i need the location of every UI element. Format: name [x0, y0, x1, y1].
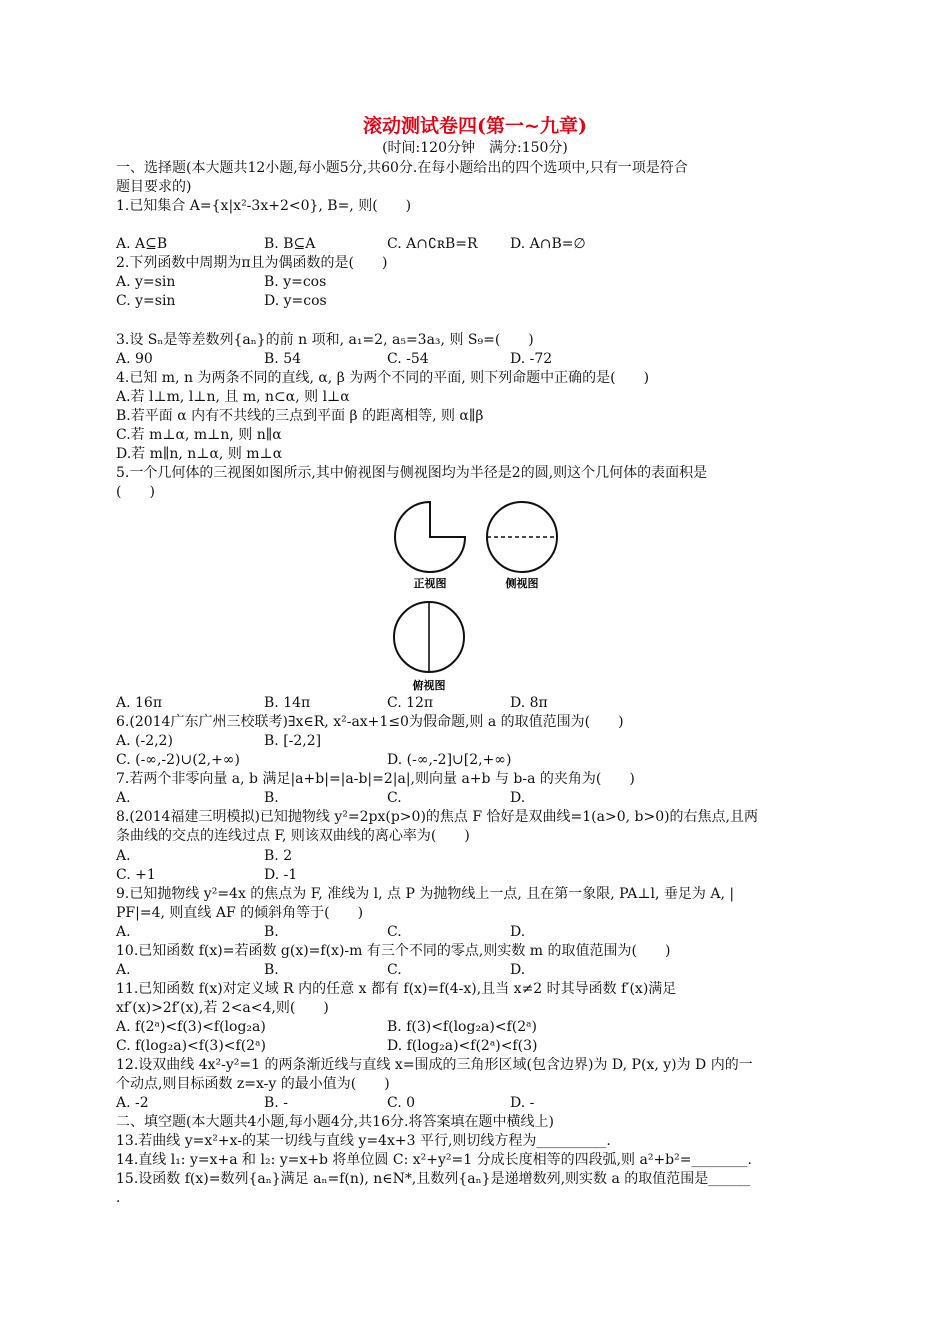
question-11: 11.已知函数 f(x)对定义域 R 内的任意 x 都有 f(x)=f(4-x),且当 x≠2 时其导函数 f′(x)满足: [116, 981, 677, 997]
question-14: 14.直线 l₁: y=x+a 和 l₂: y=x+b 将单位圆 C: x²+y²=1 分成长度相等的四段弧,则 a²+b²=________.: [116, 1152, 752, 1168]
q6-option-b: B. [-2,2]: [264, 733, 322, 749]
q12-option-d: D. -: [510, 1095, 535, 1111]
q1-option-d: D. A∩B=∅: [510, 236, 586, 252]
q3-option-c: C. -54: [387, 351, 429, 367]
front-view-shape: [395, 502, 465, 572]
q3-option-a: A. 90: [116, 351, 153, 367]
question-3: 3.设 Sₙ是等差数列{aₙ}的前 n 项和, a₁=2, a₅=3a₃, 则 S₉=( ): [116, 332, 534, 348]
q9-option-a: A.: [116, 924, 131, 940]
q3-option-d: D. -72: [510, 351, 553, 367]
q6-option-c: C. (-∞,-2)∪(2,+∞): [116, 752, 240, 768]
side-view-label: 侧视图: [505, 577, 539, 590]
q2-option-c: C. y=sin: [116, 293, 176, 309]
question-7: 7.若两个非零向量 a, b 满足|a+b|=|a-b|=2|a|,则向量 a+b 与 b-a 的夹角为( ): [116, 771, 635, 787]
question-11-cont: xf′(x)>2f′(x),若 2<a<4,则( ): [116, 1000, 329, 1016]
q6-option-a: A. (-2,2): [116, 733, 173, 749]
q3-option-b: B. 54: [264, 351, 302, 367]
q1-option-c: C. A∩∁ʀB=R: [387, 236, 478, 252]
q10-option-a: A.: [116, 962, 131, 978]
front-view-label: 正视图: [413, 577, 447, 590]
question-6: 6.(2014广东广州三校联考)∃x∈R, x²-ax+1≤0为假命题,则 a 的取值范围为( ): [116, 714, 624, 730]
section1-header-cont: 题目要求的): [116, 179, 192, 195]
q5-option-c: C. 12π: [387, 695, 434, 711]
q1-option-b: B. B⊆A: [264, 236, 316, 252]
q12-option-c: C. 0: [387, 1095, 416, 1111]
q5-option-a: A. 16π: [116, 695, 163, 711]
q5-option-b: B. 14π: [264, 695, 311, 711]
q7-option-b: B.: [264, 790, 279, 806]
three-view-svg: [380, 497, 580, 693]
question-10: 10.已知函数 f(x)=若函数 g(x)=f(x)-m 有三个不同的零点,则实数 m 的取值范围为( ): [116, 943, 671, 959]
question-8: 8.(2014福建三明模拟)已知抛物线 y²=2px(p>0)的焦点 F 恰好是双曲线=1(a>0, b>0)的右焦点,且两: [116, 809, 759, 825]
question-15: 15.设函数 f(x)=数列{aₙ}满足 aₙ=f(n), n∈N*,且数列{aₙ}是递增数列,则实数 a 的取值范围是______: [116, 1171, 751, 1187]
q2-option-d: D. y=cos: [264, 293, 327, 309]
q12-option-b: B. -: [264, 1095, 288, 1111]
question-1: 1.已知集合 A={x|x²-3x+2<0}, B=, 则( ): [116, 198, 412, 214]
section2-header: 二、填空题(本大题共4小题,每小题4分,共16分.将答案填在题中横线上): [116, 1114, 554, 1130]
q9-option-c: C.: [387, 924, 402, 940]
q4-option-b: B.若平面 α 内有不共线的三点到平面 β 的距离相等, 则 α∥β: [116, 408, 484, 424]
q7-option-d: D.: [510, 790, 526, 806]
page-title: 滚动测试卷四(第一~九章): [363, 115, 587, 137]
q10-option-d: D.: [510, 962, 526, 978]
q8-option-a: A.: [116, 848, 131, 864]
q9-option-d: D.: [510, 924, 526, 940]
question-5-cont: ( ): [116, 484, 155, 500]
question-15-end: .: [116, 1190, 121, 1206]
question-5: 5.一个几何体的三视图如图所示,其中俯视图与侧视图均为半径是2的圆,则这个几何体的表面积是: [116, 465, 708, 481]
q1-option-a: A. A⊆B: [116, 236, 168, 252]
question-13: 13.若曲线 y=x²+x-的某一切线与直线 y=4x+3 平行,则切线方程为__________.: [116, 1133, 611, 1149]
q9-option-b: B.: [264, 924, 279, 940]
q6-option-d: D. (-∞,-2]∪[2,+∞): [387, 752, 512, 768]
q10-option-b: B.: [264, 962, 279, 978]
q8-option-d: D. -1: [264, 867, 298, 883]
q11-option-d: D. f(log₂a)<f(2ᵃ)<f(3): [387, 1038, 538, 1054]
exam-info: (时间:120分钟 满分:150分): [382, 140, 568, 156]
question-9: 9.已知抛物线 y²=4x 的焦点为 F, 准线为 l, 点 P 为抛物线上一点, 且在第一象限, PA⊥l, 垂足为 A, |: [116, 886, 735, 902]
q11-option-c: C. f(log₂a)<f(3)<f(2ᵃ): [116, 1038, 266, 1054]
q7-option-a: A.: [116, 790, 131, 806]
question-12: 12.设双曲线 4x²-y²=1 的两条渐近线与直线 x=围成的三角形区域(包含边界)为 D, P(x, y)为 D 内的一: [116, 1057, 753, 1073]
top-view-label: 俯视图: [412, 679, 446, 692]
q11-option-b: B. f(3)<f(log₂a)<f(2ᵃ): [387, 1019, 538, 1035]
q2-option-b: B. y=cos: [264, 274, 327, 290]
question-8-cont: 条曲线的交点的连线过点 F, 则该双曲线的离心率为( ): [116, 828, 470, 844]
q4-option-d: D.若 m∥n, n⊥α, 则 m⊥α: [116, 446, 283, 462]
q10-option-c: C.: [387, 962, 402, 978]
question-4: 4.已知 m, n 为两条不同的直线, α, β 为两个不同的平面, 则下列命题中正确的是( ): [116, 370, 650, 386]
q12-option-a: A. -2: [116, 1095, 149, 1111]
q4-option-c: C.若 m⊥α, m⊥n, 则 n∥α: [116, 427, 282, 443]
question-2: 2.下列函数中周期为π且为偶函数的是( ): [116, 255, 388, 271]
q2-option-a: A. y=sin: [116, 274, 176, 290]
q7-option-c: C.: [387, 790, 402, 806]
q4-option-a: A.若 l⊥m, l⊥n, 且 m, n⊂α, 则 l⊥α: [116, 389, 350, 405]
question-9-cont: PF|=4, 则直线 AF 的倾斜角等于( ): [116, 905, 364, 921]
q8-option-b: B. 2: [264, 848, 293, 864]
q11-option-a: A. f(2ᵃ)<f(3)<f(log₂a): [116, 1019, 266, 1035]
three-view-figure: [380, 497, 580, 693]
question-12-cont: 个动点,则目标函数 z=x-y 的最小值为( ): [116, 1076, 390, 1092]
q8-option-c: C. +1: [116, 867, 156, 883]
q5-option-d: D. 8π: [510, 695, 548, 711]
section1-header: 一、选择题(本大题共12小题,每小题5分,共60分.在每小题给出的四个选项中,只有一项是符合: [116, 160, 688, 176]
